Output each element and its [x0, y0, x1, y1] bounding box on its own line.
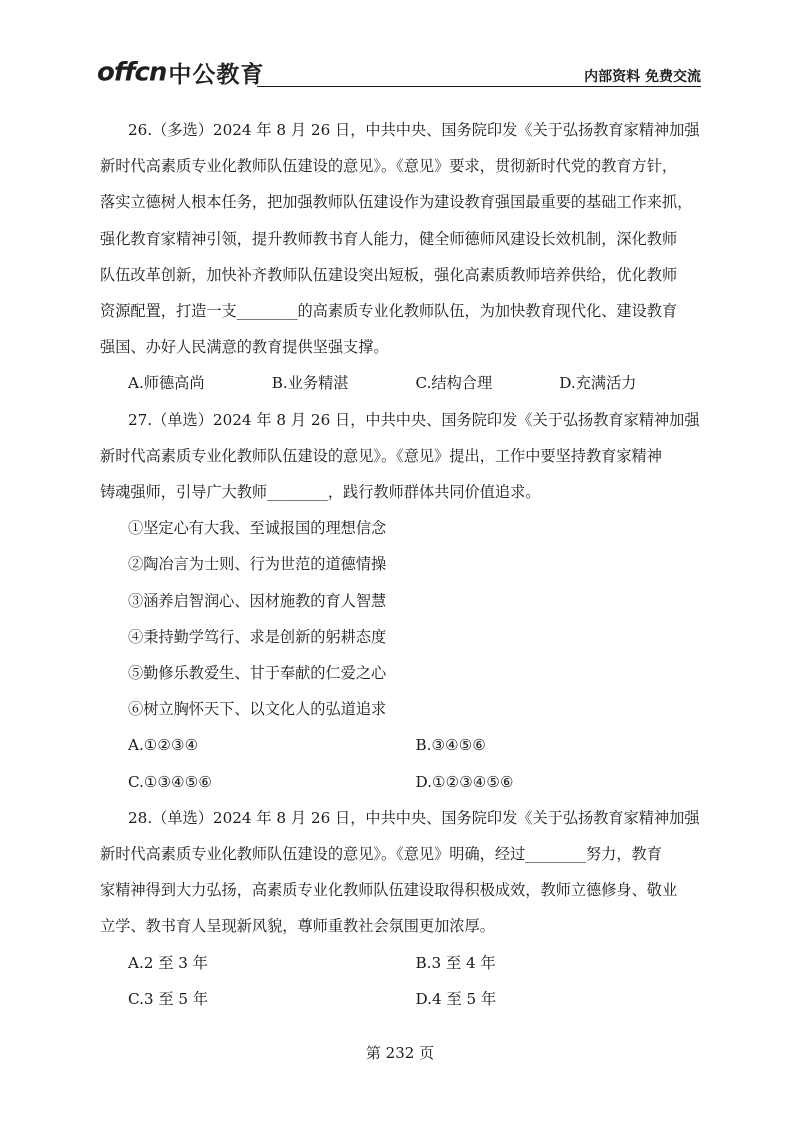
- statement-item: ①坚定心有大我、至诚报国的理想信念: [128, 519, 387, 538]
- option-d: D.充满活力: [559, 374, 637, 393]
- question-28-options-row2: [128, 981, 703, 1017]
- header-right-label: 内部资料 免费交流: [584, 69, 701, 85]
- option-c: C.①③④⑤⑥: [128, 772, 212, 791]
- option-a: A.2 至 3 年: [128, 953, 208, 972]
- question-26: [100, 112, 703, 402]
- question-27: [100, 402, 703, 800]
- statement-item: ③涵养启智润心、因材施教的育人智慧: [128, 591, 387, 610]
- question-28-line: 家精神得到大力弘扬，高素质专业化教师队伍建设取得积极成效，教师立德修身、敬业: [100, 881, 678, 900]
- page-content: [100, 112, 703, 1017]
- question-27-line: 27.（单选）2024 年 8 月 26 日，中共中央、国务院印发《关于弘扬教育家精神加强: [128, 410, 700, 429]
- question-27-line: 新时代高素质专业化教师队伍建设的意见》。《意见》提出，工作中要坚持教育家精神: [100, 446, 662, 465]
- question-28-options-row1: [128, 945, 703, 981]
- question-26-line: 新时代高素质专业化教师队伍建设的意见》。《意见》要求，贯彻新时代党的教育方针，: [100, 157, 678, 176]
- question-28: [100, 800, 703, 1017]
- question-28-line: 28.（单选）2024 年 8 月 26 日，中共中央、国务院印发《关于弘扬教育家精神加强: [128, 808, 700, 827]
- statement-item: ⑥树立胸怀天下、以文化人的弘道追求: [128, 700, 387, 719]
- question-26-line: 强化教育家精神引领，提升教师教书育人能力，健全师德师风建设长效机制，深化教师: [100, 229, 678, 248]
- question-27-line: 铸魂强师，引导广大教师________，践行教师群体共同价值追求。: [100, 483, 541, 502]
- option-c: C.结构合理: [415, 374, 493, 393]
- question-26-line: 强国、办好人民满意的教育提供坚强支撑。: [100, 338, 389, 357]
- question-26-line: 落实立德树人根本任务，把加强教师队伍建设作为建设教育强国最重要的基础工作来抓，: [100, 193, 693, 212]
- statement-item: ④秉持勤学笃行、求是创新的躬耕态度: [128, 627, 387, 646]
- statement-item: ⑤勤修乐教爱生、甘于奉献的仁爱之心: [128, 664, 387, 683]
- offcn-logo: [97, 56, 264, 86]
- option-a: A.①②③④: [128, 736, 199, 755]
- question-26-line: 26.（多选）2024 年 8 月 26 日，中共中央、国务院印发《关于弘扬教育家精神加强: [128, 121, 700, 139]
- option-c: C.3 至 5 年: [128, 989, 209, 1008]
- statement-item: ②陶冶言为士则、行为世范的道德情操: [128, 555, 387, 574]
- option-b: B.3 至 4 年: [415, 953, 496, 972]
- logo-chinese-text: 中公教育: [168, 62, 265, 88]
- option-b: B.③④⑤⑥: [415, 736, 486, 755]
- header-rule: [257, 86, 701, 87]
- option-a: A.师德高尚: [128, 374, 205, 393]
- page-number: 第 232 页: [365, 1044, 435, 1062]
- question-27-options-row2: [128, 764, 703, 800]
- logo-latin-text: offcn: [97, 57, 167, 88]
- question-26-options: [128, 365, 703, 401]
- page-header: [97, 56, 701, 90]
- question-27-options-row1: [128, 727, 703, 763]
- option-b: B.业务精湛: [271, 374, 349, 393]
- option-d: D.①②③④⑤⑥: [415, 772, 514, 791]
- question-28-line: 新时代高素质专业化教师队伍建设的意见》。《意见》明确，经过________努力，教育: [100, 845, 662, 864]
- option-d: D.4 至 5 年: [415, 989, 497, 1008]
- question-28-line: 立学、教书育人呈现新风貌，尊师重教社会氛围更加浓厚。: [100, 917, 495, 936]
- question-26-line: 队伍改革创新，加快补齐教师队伍建设突出短板，强化高素质教师培养供给，优化教师: [100, 265, 678, 284]
- question-26-line: 资源配置，打造一支________的高素质专业化教师队伍，为加快教育现代化、建设教育: [100, 302, 678, 321]
